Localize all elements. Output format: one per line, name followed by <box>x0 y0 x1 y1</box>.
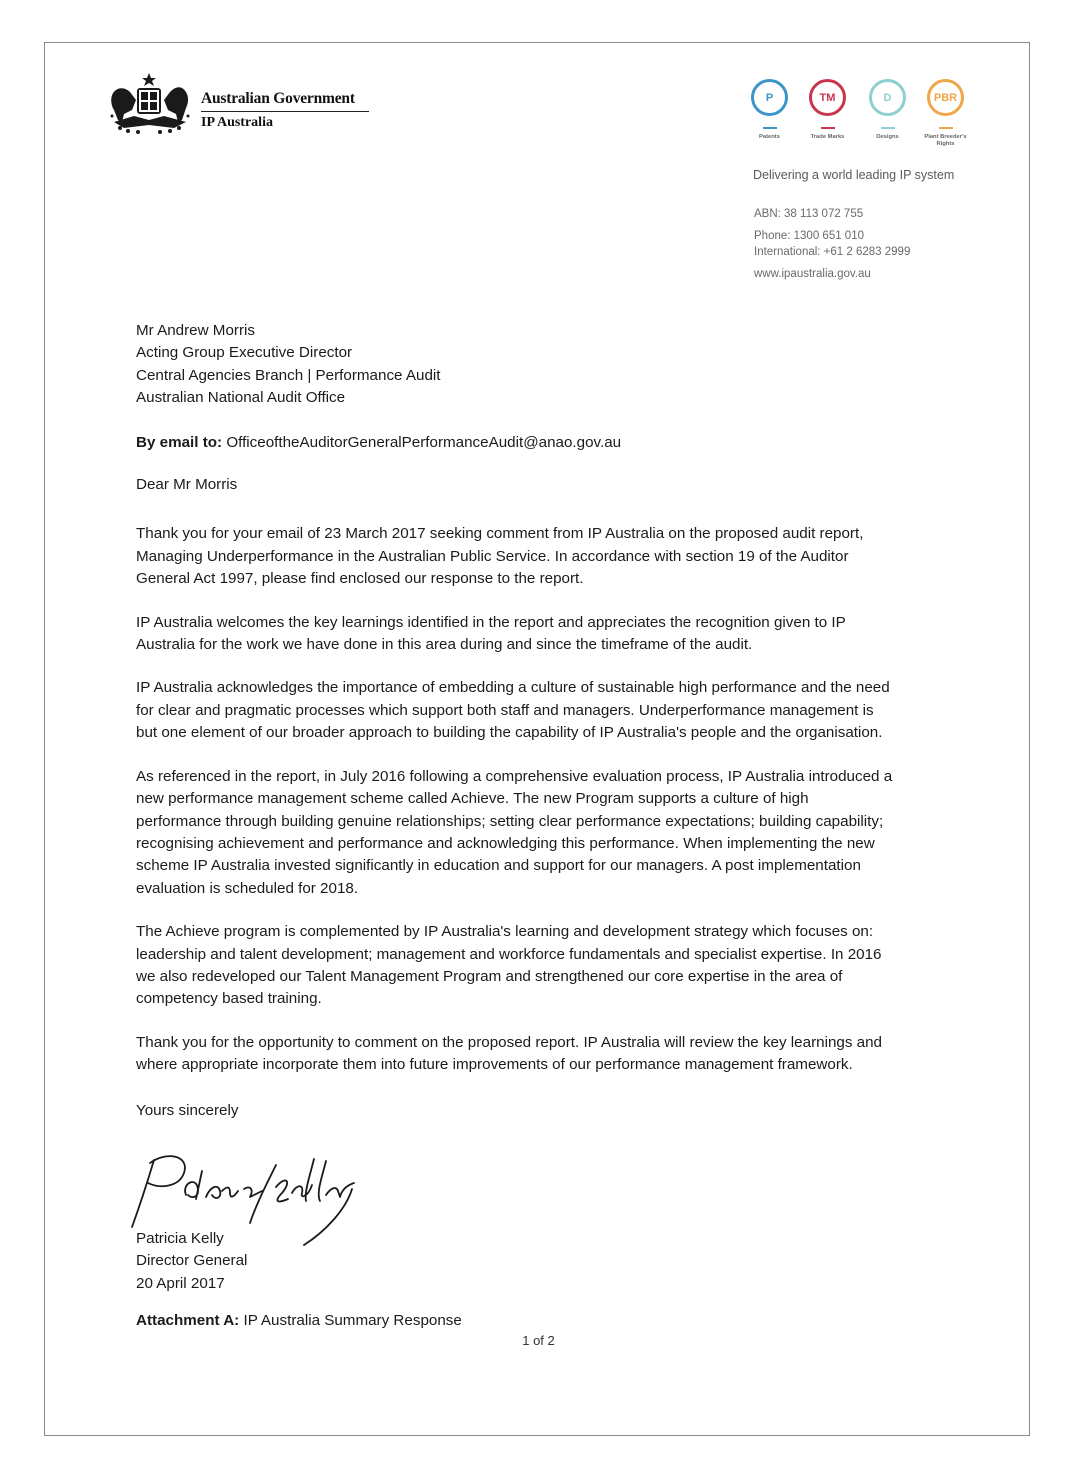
designs-label: Designs <box>876 134 899 140</box>
designs-icon <box>860 76 915 141</box>
paragraph-1: Thank you for your email of 23 March 2017 seeking comment from IP Australia on the proposed audit report, Managing Underperformance in the Australian Public Service. In accordance with section 19 of the Auditor General Act 1997, please find enclosed our response to the report. <box>136 525 864 588</box>
email-address[interactable]: OfficeoftheAuditorGeneralPerformanceAudit@anao.gov.au <box>226 433 622 451</box>
trade-marks-circle: TM <box>809 79 846 116</box>
coat-of-arms-icon <box>104 70 196 138</box>
email-line <box>136 432 896 454</box>
salutation: Dear Mr Morris <box>136 476 238 494</box>
recipient-branch: Central Agencies Branch | Performance Audit <box>136 366 441 384</box>
patents-label: Patents <box>759 134 780 140</box>
plant-breeders-rights-dash <box>939 127 953 129</box>
ip-rights-icons <box>742 76 982 161</box>
attachment-text: IP Australia Summary Response <box>243 1312 462 1329</box>
patents-circle: P <box>751 79 788 116</box>
signatory-date: 20 April 2017 <box>136 1274 225 1292</box>
recipient-name: Mr Andrew Morris <box>136 322 255 339</box>
paragraph-2: IP Australia welcomes the key learnings identified in the report and appreciates the recognition given to IP Australia for the work we have done in this area during and since the timeframe of the audit. <box>136 613 846 654</box>
signatory-name: Patricia Kelly <box>136 1230 224 1247</box>
agency-name: IP Australia <box>201 115 273 130</box>
recipient-office: Australian National Audit Office <box>136 389 346 407</box>
website-link[interactable]: www.ipaustralia.gov.au <box>754 268 871 280</box>
patents-dash <box>763 127 777 129</box>
signatory-title: Director General <box>136 1252 248 1270</box>
designs-dash <box>881 127 895 129</box>
plant-breeders-rights-circle: PBR <box>927 79 964 116</box>
abn: ABN: 38 113 072 755 <box>754 208 864 220</box>
phone: Phone: 1300 651 010 <box>754 230 864 242</box>
international-phone: International: +61 2 6283 2999 <box>754 246 911 258</box>
paragraph-3: IP Australia acknowledges the importance of embedding a culture of sustainable high performance and the need for clear and pragmatic processes which support both staff and managers. Underperformance management is but one element of our broader approach to building the capability of IP Australia's people and the organisation. <box>136 679 890 742</box>
plant-breeders-rights-icon <box>918 76 973 148</box>
recipient-block <box>136 320 896 410</box>
designs-circle: D <box>869 79 906 116</box>
paragraph-5: The Achieve program is complemented by IP Australia's learning and development strategy which focuses on: leadership and talent development; management and workforce fundamentals and specialist expertise. In 2016 we also redeveloped our Talent Management Program and strengthened our core expertise in the area of competency based training. <box>136 923 882 1008</box>
page-number: 1 of 2 <box>522 1333 555 1348</box>
attachment-label: Attachment A: <box>136 1312 240 1329</box>
tagline: Delivering a world leading IP system <box>753 168 955 182</box>
closing: Yours sincerely <box>136 1101 239 1119</box>
signatory-block <box>136 1228 247 1295</box>
trade-marks-dash <box>821 127 835 129</box>
trade-marks-icon <box>800 76 855 141</box>
government-name: Australian Government <box>201 90 355 107</box>
recipient-title: Acting Group Executive Director <box>136 344 353 362</box>
government-logo <box>104 70 374 140</box>
contact-details <box>754 205 910 284</box>
government-wordmark <box>201 90 369 131</box>
letter-body <box>136 320 896 1122</box>
patents-icon <box>742 76 797 141</box>
plant-breeders-rights-label: Plant Breeder's Rights <box>924 134 967 147</box>
paragraph-6: Thank you for the opportunity to comment on the proposed report. IP Australia will review the key learnings and where appropriate incorporate them into future improvements of our performance management framework. <box>136 1033 883 1074</box>
wordmark-divider <box>201 111 369 112</box>
trade-marks-label: Trade Marks <box>810 134 845 140</box>
paragraph-4: As referenced in the report, in July 2016 following a comprehensive evaluation process, IP Australia introduced a new performance management scheme called Achieve. The new Program supports a culture of high performance through building genuine relationships; setting clear performance expectations; building capability; recognising achievement and performance and acknowledging this performance. When implementing the new scheme IP Australia invested significantly in education and support for our managers. A post implementation evaluation is scheduled for 2018. <box>136 767 893 897</box>
email-label: By email to: <box>136 433 223 451</box>
attachment-line <box>136 1312 462 1329</box>
